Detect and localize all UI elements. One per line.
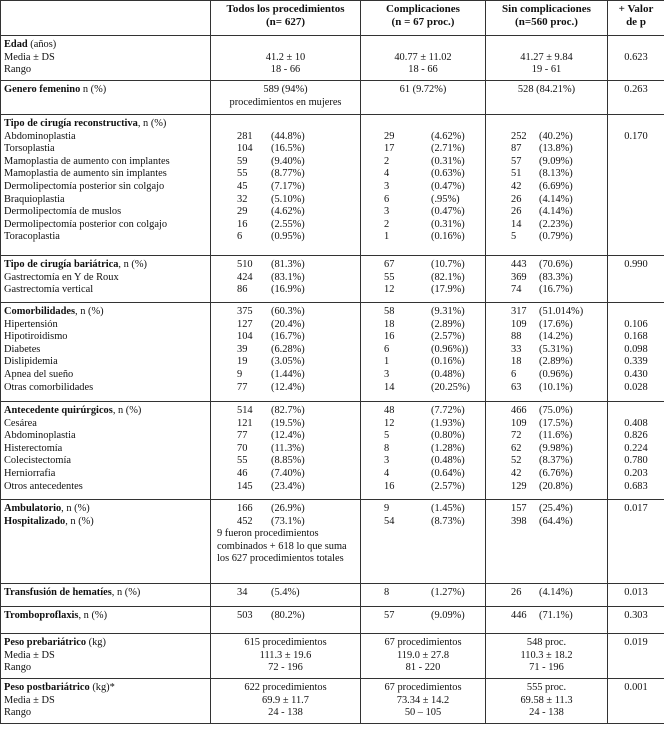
count-value: 6 bbox=[384, 193, 390, 205]
count-value: 55 bbox=[237, 455, 248, 467]
cell-edad-todos: 41.2 ± 10 18 - 66 bbox=[211, 36, 361, 81]
table-header-row bbox=[1, 1, 664, 36]
percent-value: (0.95%) bbox=[271, 231, 305, 243]
cell-genero-p: 0.263 bbox=[608, 81, 664, 115]
cell-transf-p: 0.013 bbox=[608, 584, 664, 607]
value-pair bbox=[489, 131, 604, 144]
p-value: 0.683 bbox=[624, 480, 648, 492]
percent-value: (11.3%) bbox=[271, 442, 305, 454]
percent-value: (8.37%) bbox=[539, 455, 573, 467]
value-pair bbox=[489, 468, 604, 481]
row-label-peso-post: Peso postbariátrico (kg)* Media ± DS Rango bbox=[1, 679, 211, 724]
percent-value: (0.47%) bbox=[431, 180, 465, 192]
value-pair bbox=[489, 430, 604, 443]
percent-value: (5.31%) bbox=[539, 343, 573, 355]
percent-value: (17.5%) bbox=[539, 417, 573, 429]
value-pair bbox=[214, 418, 357, 431]
value-pair bbox=[489, 481, 604, 494]
count-value: 42 bbox=[511, 180, 522, 192]
percent-value: (20.4%) bbox=[271, 318, 305, 330]
percent-value: (9.09%) bbox=[539, 155, 573, 167]
row-label-cirugia-bariatrica: Tipo de cirugía bariátrica, n (%) Gastrectomía en Y de Roux Gastrectomía vertical bbox=[1, 256, 211, 303]
row-sublabel: Abdominoplastia bbox=[4, 130, 76, 142]
combined-procedures-note: 9 fueron procedimientos combinados + 618 lo que suma los 627 procedimientos totales bbox=[217, 528, 347, 565]
header-complicaciones: Complicaciones (n = 67 proc.) bbox=[361, 1, 486, 36]
count-value: 17 bbox=[384, 143, 395, 155]
value-pair bbox=[214, 168, 357, 181]
percent-value: (2.55%) bbox=[271, 218, 305, 230]
value-pair bbox=[214, 143, 357, 156]
percent-value: (4.62%) bbox=[431, 130, 465, 142]
p-value: 0.339 bbox=[624, 356, 648, 368]
row-sublabel: Toracoplastia bbox=[4, 231, 60, 243]
cell-trombo-todos: 503 (80.2%) bbox=[211, 607, 361, 634]
value-pair bbox=[214, 430, 357, 443]
percent-value: (6.76%) bbox=[539, 467, 573, 479]
count-value: 32 bbox=[237, 193, 248, 205]
percent-value: (20.25%) bbox=[431, 381, 470, 393]
value-pair bbox=[214, 181, 357, 194]
value-pair bbox=[489, 382, 604, 395]
count-value: 109 bbox=[511, 318, 527, 330]
p-value: 0.430 bbox=[624, 368, 648, 380]
value-pair bbox=[214, 481, 357, 494]
value-pair bbox=[489, 319, 604, 332]
percent-value: (9.98%) bbox=[539, 442, 573, 454]
count-value: 29 bbox=[384, 130, 395, 142]
p-value: 0.028 bbox=[624, 381, 648, 393]
count-value: 3 bbox=[384, 455, 390, 467]
value-pair bbox=[214, 382, 357, 395]
header-sin-complicaciones: Sin complicaciones (n=560 proc.) bbox=[486, 1, 608, 36]
value-pair bbox=[489, 231, 604, 244]
table-row-comorbilidades bbox=[1, 303, 664, 402]
percent-value: (44.8%) bbox=[271, 130, 305, 142]
count-value: 252 bbox=[511, 130, 527, 142]
row-sublabel: Mamoplastia de aumento con implantes bbox=[4, 155, 170, 167]
row-sublabel: Colecistectomía bbox=[4, 455, 71, 467]
count-value: 5 bbox=[511, 231, 517, 243]
percent-value: (.95%) bbox=[431, 193, 460, 205]
cell-rec-p: 0.170 bbox=[608, 115, 664, 256]
cell-ant-todos: 514 (82.7%) 121 (19.5%) 77 (12.4%) 70 (11.3%) 55 (8.85%) 46 (7.40%) 145 (23.4%) bbox=[211, 402, 361, 500]
value-pair bbox=[364, 143, 482, 156]
percent-value: (0.16%) bbox=[431, 356, 465, 368]
value-pair bbox=[214, 194, 357, 207]
cell-trombo-compl: 57 (9.09%) bbox=[361, 607, 486, 634]
percent-value: (6.28%) bbox=[271, 343, 305, 355]
cell-transf-todos: 34 (5.4%) bbox=[211, 584, 361, 607]
value-pair bbox=[489, 331, 604, 344]
row-sublabel: Herniorrafia bbox=[4, 467, 56, 479]
percent-value: (13.8%) bbox=[539, 143, 573, 155]
cell-com-compl: 58 (9.31%) 18 (2.89%) 16 (2.57%) 6 (0.96%)) 1 (0.16%) 3 (0.48%) 14 (20.25%) bbox=[361, 303, 486, 402]
count-value: 127 bbox=[237, 318, 253, 330]
cell-pre-todos: 615 procedimientos 111.3 ± 19.6 72 - 196 bbox=[211, 634, 361, 679]
cell-transf-sin: 26 (4.14%) bbox=[486, 584, 608, 607]
percent-value: (1.44%) bbox=[271, 368, 305, 380]
count-value: 14 bbox=[384, 381, 395, 393]
count-value: 63 bbox=[511, 381, 522, 393]
row-label-edad: Edad (años) Media ± DS Rango bbox=[1, 36, 211, 81]
percent-value: (0.80%) bbox=[431, 430, 465, 442]
count-value: 3 bbox=[384, 180, 390, 192]
percent-value: (23.4%) bbox=[271, 480, 305, 492]
count-value: 87 bbox=[511, 143, 522, 155]
count-value: 6 bbox=[237, 231, 243, 243]
value-pair bbox=[214, 331, 357, 344]
header-variable bbox=[1, 1, 211, 36]
count-value: 8 bbox=[384, 442, 390, 454]
percent-value: (4.14%) bbox=[539, 206, 573, 218]
cell-bar-sin: 443 (70.6%) 369 (83.3%) 74 (16.7%) bbox=[486, 256, 608, 303]
percent-value: (0.31%) bbox=[431, 218, 465, 230]
percent-value: (4.14%) bbox=[539, 193, 573, 205]
count-value: 4 bbox=[384, 168, 390, 180]
value-pair bbox=[489, 181, 604, 194]
cell-pre-sin: 548 proc. 110.3 ± 18.2 71 - 196 bbox=[486, 634, 608, 679]
value-pair bbox=[364, 418, 482, 431]
count-value: 3 bbox=[384, 206, 390, 218]
cell-amb-sin: 157 (25.4%) 398 (64.4%) bbox=[486, 500, 608, 584]
percent-value: (1.93%) bbox=[431, 417, 465, 429]
cell-transf-compl: 8 (1.27%) bbox=[361, 584, 486, 607]
value-pair bbox=[364, 219, 482, 232]
value-pair bbox=[489, 194, 604, 207]
value-pair bbox=[364, 369, 482, 382]
percent-value: (19.5%) bbox=[271, 417, 305, 429]
row-sublabel: Abdominoplastia bbox=[4, 430, 76, 442]
cell-ant-sin: 466 (75.0%) 109 (17.5%) 72 (11.6%) 62 (9.98%) 52 (8.37%) 42 (6.76%) 129 (20.8%) bbox=[486, 402, 608, 500]
value-pair bbox=[489, 418, 604, 431]
count-value: 12 bbox=[384, 417, 395, 429]
cell-com-todos: 375 (60.3%) 127 (20.4%) 104 (16.7%) 39 (6.28%) 19 (3.05%) 9 (1.44%) 77 (12.4%) bbox=[211, 303, 361, 402]
row-sublabel: Cesárea bbox=[4, 417, 37, 429]
count-value: 129 bbox=[511, 480, 527, 492]
percent-value: (2.57%) bbox=[431, 480, 465, 492]
value-pair bbox=[214, 443, 357, 456]
percent-value: (40.2%) bbox=[539, 130, 573, 142]
value-pair bbox=[489, 455, 604, 468]
count-value: 16 bbox=[237, 218, 248, 230]
value-pair bbox=[364, 168, 482, 181]
count-value: 104 bbox=[237, 143, 253, 155]
cell-amb-todos: 166 (26.9%) 452 (73.1%) 9 fueron procedimientos combinados + 618 lo que suma los 627 procedimientos totales bbox=[211, 500, 361, 584]
value-pair bbox=[489, 143, 604, 156]
value-pair bbox=[489, 206, 604, 219]
percent-value: (16.5%) bbox=[271, 143, 305, 155]
value-pair bbox=[214, 319, 357, 332]
percent-value: (2.71%) bbox=[431, 143, 465, 155]
cell-genero-todos: 589 (94%) procedimientos en mujeres bbox=[211, 81, 361, 115]
percent-value: (8.85%) bbox=[271, 455, 305, 467]
percent-value: (8.13%) bbox=[539, 168, 573, 180]
cell-post-p: 0.001 bbox=[608, 679, 664, 724]
row-sublabel: Diabetes bbox=[4, 343, 41, 355]
row-sublabel: Hipertensión bbox=[4, 318, 58, 330]
count-value: 1 bbox=[384, 356, 390, 368]
count-value: 26 bbox=[511, 193, 522, 205]
cell-pre-compl: 67 procedimientos 119.0 ± 27.8 81 - 220 bbox=[361, 634, 486, 679]
value-pair bbox=[364, 156, 482, 169]
row-sublabel: Otras comorbilidades bbox=[4, 381, 94, 393]
p-value: 0.203 bbox=[624, 467, 648, 479]
cell-edad-p: 0.623 bbox=[608, 36, 664, 81]
count-value: 59 bbox=[237, 155, 248, 167]
count-value: 46 bbox=[237, 467, 248, 479]
value-pair bbox=[214, 219, 357, 232]
count-value: 18 bbox=[511, 356, 522, 368]
value-pair bbox=[489, 369, 604, 382]
cell-genero-compl: 61 (9.72%) bbox=[361, 81, 486, 115]
count-value: 26 bbox=[511, 206, 522, 218]
cell-genero-sin: 528 (84.21%) bbox=[486, 81, 608, 115]
cell-edad-sin: 41.27 ± 9.84 19 - 61 bbox=[486, 36, 608, 81]
count-value: 45 bbox=[237, 180, 248, 192]
percent-value: (0.63%) bbox=[431, 168, 465, 180]
percent-value: (0.64%) bbox=[431, 467, 465, 479]
percent-value: (0.47%) bbox=[431, 206, 465, 218]
row-sublabel: Braquioplastia bbox=[4, 193, 65, 205]
count-value: 5 bbox=[384, 430, 390, 442]
table-row-genero bbox=[1, 81, 664, 115]
percent-value: (0.96%)) bbox=[431, 343, 469, 355]
count-value: 281 bbox=[237, 130, 253, 142]
value-pair bbox=[364, 382, 482, 395]
value-pair bbox=[364, 319, 482, 332]
cell-bar-p: 0.990 bbox=[608, 256, 664, 303]
percent-value: (0.16%) bbox=[431, 231, 465, 243]
row-sublabel: Apnea del sueño bbox=[4, 368, 74, 380]
percent-value: (0.96%) bbox=[539, 368, 573, 380]
cell-trombo-p: 0.303 bbox=[608, 607, 664, 634]
count-value: 72 bbox=[511, 430, 522, 442]
percent-value: (5.10%) bbox=[271, 193, 305, 205]
count-value: 3 bbox=[384, 368, 390, 380]
row-sublabel: Dermolipectomía posterior sin colgajo bbox=[4, 180, 165, 192]
count-value: 145 bbox=[237, 480, 253, 492]
table-row-transfusion bbox=[1, 584, 664, 607]
count-value: 18 bbox=[384, 318, 395, 330]
value-pair bbox=[364, 443, 482, 456]
percent-value: (6.69%) bbox=[539, 180, 573, 192]
cell-amb-compl: 9 (1.45%) 54 (8.73%) bbox=[361, 500, 486, 584]
count-value: 2 bbox=[384, 155, 390, 167]
row-label-transfusion: Transfusión de hematíes, n (%) bbox=[1, 584, 211, 607]
cell-com-p bbox=[608, 303, 664, 402]
count-value: 39 bbox=[237, 343, 248, 355]
count-value: 42 bbox=[511, 467, 522, 479]
value-pair bbox=[214, 131, 357, 144]
count-value: 6 bbox=[511, 368, 517, 380]
value-pair bbox=[364, 356, 482, 369]
percent-value: (0.48%) bbox=[431, 455, 465, 467]
value-pair bbox=[489, 219, 604, 232]
row-label-cirugia-reconstructiva: Tipo de cirugía reconstructiva, n (%) Abdominoplastia Torsoplastia Mamoplastia de aumento con implantes Mamoplastia de aumento sin implantes Dermolipectomía posterior sin colgajo Braquioplastia Dermolipectomía de muslos Dermolipectomía posterior con colgajo Toracoplastia bbox=[1, 115, 211, 256]
row-label-comorbilidades: Comorbilidades, n (%) Hipertensión Hipotiroidismo Diabetes Dislipidemia Apnea del sueño Otras comorbilidades bbox=[1, 303, 211, 402]
value-pair bbox=[489, 156, 604, 169]
table-row-peso-prebariatrico bbox=[1, 634, 664, 679]
row-sublabel: Otros antecedentes bbox=[4, 480, 83, 492]
value-pair bbox=[214, 455, 357, 468]
value-pair bbox=[364, 181, 482, 194]
percent-value: (12.4%) bbox=[271, 381, 305, 393]
count-value: 57 bbox=[511, 155, 522, 167]
table-row-cirugia-reconstructiva bbox=[1, 115, 664, 256]
cell-bar-compl: 67 (10.7%) 55 (82.1%) 12 (17.9%) bbox=[361, 256, 486, 303]
count-value: 6 bbox=[384, 343, 390, 355]
percent-value: (2.23%) bbox=[539, 218, 573, 230]
count-value: 55 bbox=[237, 168, 248, 180]
cell-pre-p: 0.019 bbox=[608, 634, 664, 679]
percent-value: (3.05%) bbox=[271, 356, 305, 368]
value-pair bbox=[214, 156, 357, 169]
value-pair bbox=[364, 481, 482, 494]
percent-value: (2.89%) bbox=[431, 318, 465, 330]
percent-value: (4.62%) bbox=[271, 206, 305, 218]
count-value: 104 bbox=[237, 331, 253, 343]
value-pair bbox=[364, 344, 482, 357]
count-value: 2 bbox=[384, 218, 390, 230]
value-pair bbox=[214, 468, 357, 481]
table-row-ambulatorio bbox=[1, 500, 664, 584]
cell-amb-p: 0.017 bbox=[608, 500, 664, 584]
count-value: 14 bbox=[511, 218, 522, 230]
row-sublabel: Mamoplastia de aumento sin implantes bbox=[4, 168, 167, 180]
value-pair bbox=[364, 468, 482, 481]
header-valor-p: + Valor de p bbox=[608, 1, 664, 36]
count-value: 88 bbox=[511, 331, 522, 343]
cell-ant-p bbox=[608, 402, 664, 500]
count-value: 62 bbox=[511, 442, 522, 454]
percent-value: (0.79%) bbox=[539, 231, 573, 243]
percent-value: (10.1%) bbox=[539, 381, 573, 393]
cell-bar-todos: 510 (81.3%) 424 (83.1%) 86 (16.9%) bbox=[211, 256, 361, 303]
table-row-edad bbox=[1, 36, 664, 81]
value-pair bbox=[214, 356, 357, 369]
value-pair bbox=[364, 194, 482, 207]
count-value: 70 bbox=[237, 442, 248, 454]
cell-rec-todos bbox=[211, 115, 361, 256]
count-value: 9 bbox=[237, 368, 243, 380]
percent-value: (7.17%) bbox=[271, 180, 305, 192]
p-value: 0.826 bbox=[624, 430, 648, 442]
row-sublabel: Dermolipectomía posterior con colgajo bbox=[4, 218, 168, 230]
percent-value: (14.2%) bbox=[539, 331, 573, 343]
cell-edad-compl: 40.77 ± 11.02 18 - 66 bbox=[361, 36, 486, 81]
p-value: 0.780 bbox=[624, 455, 648, 467]
count-value: 109 bbox=[511, 417, 527, 429]
percent-value: (16.7%) bbox=[271, 331, 305, 343]
percent-value: (17.6%) bbox=[539, 318, 573, 330]
percent-value: (0.31%) bbox=[431, 155, 465, 167]
percent-value: (2.89%) bbox=[539, 356, 573, 368]
cell-com-sin: 317 (51.014%) 109 (17.6%) 88 (14.2%) 33 (5.31%) 18 (2.89%) 6 (0.96%) 63 (10.1%) bbox=[486, 303, 608, 402]
table-row-peso-postbariatrico bbox=[1, 679, 664, 724]
value-pair bbox=[364, 206, 482, 219]
count-value: 19 bbox=[237, 356, 248, 368]
table-row-tromboprofilaxis bbox=[1, 607, 664, 634]
value-pair bbox=[214, 369, 357, 382]
count-value: 51 bbox=[511, 168, 522, 180]
cell-post-compl: 67 procedimientos 73.34 ± 14.2 50 – 105 bbox=[361, 679, 486, 724]
row-label-tromboprofilaxis: Tromboproflaxis, n (%) bbox=[1, 607, 211, 634]
row-sublabel: Dislipidemia bbox=[4, 356, 58, 368]
value-pair bbox=[489, 168, 604, 181]
p-value: 0.106 bbox=[624, 318, 648, 330]
row-sublabel: Dermolipectomía de muslos bbox=[4, 206, 122, 218]
value-pair bbox=[364, 455, 482, 468]
percent-value: (7.40%) bbox=[271, 467, 305, 479]
table-row-antecedentes bbox=[1, 402, 664, 500]
table-row-cirugia-bariatrica bbox=[1, 256, 664, 303]
value-pair bbox=[364, 331, 482, 344]
header-todos: Todos los procedimientos (n= 627) bbox=[211, 1, 361, 36]
percent-value: (20.8%) bbox=[539, 480, 573, 492]
value-pair bbox=[364, 430, 482, 443]
percent-value: (8.77%) bbox=[271, 168, 305, 180]
row-label-peso-pre: Peso prebariátrico (kg) Media ± DS Rango bbox=[1, 634, 211, 679]
count-value: 29 bbox=[237, 206, 248, 218]
row-label-ambulatorio: Ambulatorio, n (%) Hospitalizado, n (%) bbox=[1, 500, 211, 584]
p-value: 0.098 bbox=[624, 343, 648, 355]
count-value: 121 bbox=[237, 417, 253, 429]
count-value: 33 bbox=[511, 343, 522, 355]
row-sublabel: Hipotiroidismo bbox=[4, 331, 68, 343]
count-value: 1 bbox=[384, 231, 390, 243]
percent-value: (9.40%) bbox=[271, 155, 305, 167]
count-value: 77 bbox=[237, 430, 248, 442]
p-value: 0.168 bbox=[624, 331, 648, 343]
p-value: 0.408 bbox=[624, 417, 648, 429]
cell-rec-compl bbox=[361, 115, 486, 256]
value-pair bbox=[489, 356, 604, 369]
row-label-genero: Genero femenino n (%) bbox=[1, 81, 211, 115]
value-pair bbox=[364, 231, 482, 244]
count-value: 52 bbox=[511, 455, 522, 467]
percent-value: (2.57%) bbox=[431, 331, 465, 343]
cell-trombo-sin: 446 (71.1%) bbox=[486, 607, 608, 634]
cell-post-sin: 555 proc. 69.58 ± 11.3 24 - 138 bbox=[486, 679, 608, 724]
value-pair bbox=[214, 231, 357, 244]
row-sublabel: Histerectomía bbox=[4, 442, 63, 454]
count-value: 77 bbox=[237, 381, 248, 393]
cell-ant-compl: 48 (7.72%) 12 (1.93%) 5 (0.80%) 8 (1.28%) 3 (0.48%) 4 (0.64%) 16 (2.57%) bbox=[361, 402, 486, 500]
percent-value: (0.48%) bbox=[431, 368, 465, 380]
p-value: 0.224 bbox=[624, 442, 648, 454]
value-pair bbox=[489, 443, 604, 456]
value-pair bbox=[489, 344, 604, 357]
percent-value: (1.28%) bbox=[431, 442, 465, 454]
value-pair bbox=[214, 344, 357, 357]
cell-rec-sin bbox=[486, 115, 608, 256]
percent-value: (11.6%) bbox=[539, 430, 573, 442]
value-pair bbox=[364, 131, 482, 144]
value-pair bbox=[214, 206, 357, 219]
percent-value: (12.4%) bbox=[271, 430, 305, 442]
count-value: 4 bbox=[384, 467, 390, 479]
count-value: 16 bbox=[384, 331, 395, 343]
row-label-antecedentes: Antecedente quirúrgicos, n (%) Cesárea Abdominoplastia Histerectomía Colecistectomía Herniorrafia Otros antecedentes bbox=[1, 402, 211, 500]
count-value: 16 bbox=[384, 480, 395, 492]
row-sublabel: Torsoplastia bbox=[4, 143, 55, 155]
cell-post-todos: 622 procedimientos 69.9 ± 11.7 24 - 138 bbox=[211, 679, 361, 724]
